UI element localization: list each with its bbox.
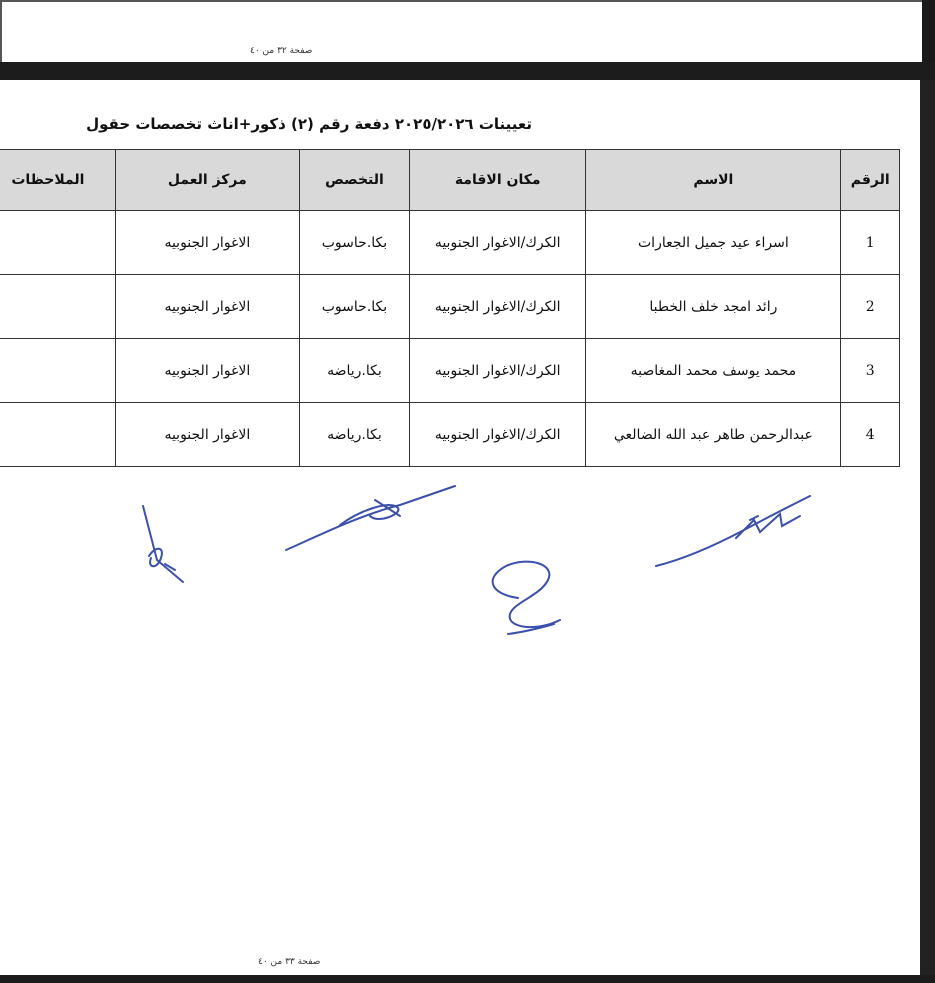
row-notes (0, 403, 115, 467)
row-name: عبدالرحمن طاهر عبد الله الضالعي (586, 403, 841, 467)
row-residence: الكرك/الاغوار الجنوبيه (410, 339, 586, 403)
page-separator (0, 62, 935, 80)
row-number: 4 (841, 403, 900, 467)
row-name: محمد يوسف محمد المغاصبه (586, 339, 841, 403)
table-row (0, 275, 900, 339)
row-residence: الكرك/الاغوار الجنوبيه (410, 403, 586, 467)
header-number: الرقم (841, 150, 900, 211)
document-title: تعيينات ٢٠٢٥/٢٠٢٦ دفعة رقم (٢) ذكور+اناث تخصصات حقول (86, 115, 532, 133)
row-number: 1 (841, 211, 900, 275)
signature-1 (135, 500, 205, 590)
row-residence: الكرك/الاغوار الجنوبيه (410, 211, 586, 275)
row-specialization: بكا.رياضه (299, 403, 409, 467)
row-residence: الكرك/الاغوار الجنوبيه (410, 275, 586, 339)
row-name: رائد امجد خلف الخطبا (586, 275, 841, 339)
row-specialization: بكا.حاسوب (299, 211, 409, 275)
row-workplace: الاغوار الجنوبيه (115, 339, 299, 403)
bottom-edge (0, 975, 935, 983)
previous-page-fragment (0, 0, 922, 63)
page-edge-shadow (922, 80, 935, 975)
row-number: 3 (841, 339, 900, 403)
row-workplace: الاغوار الجنوبيه (115, 403, 299, 467)
page-footer: صفحة ٣٣ من ٤٠ (258, 957, 321, 967)
header-notes: الملاحظات (0, 150, 115, 211)
document-page (0, 80, 922, 975)
header-workplace: مركز العمل (115, 150, 299, 211)
row-notes (0, 339, 115, 403)
signature-4 (650, 490, 820, 575)
row-workplace: الاغوار الجنوبيه (115, 275, 299, 339)
header-specialization: التخصص (299, 150, 409, 211)
row-specialization: بكا.رياضه (299, 339, 409, 403)
row-specialization: بكا.حاسوب (299, 275, 409, 339)
signature-3 (480, 558, 565, 648)
header-residence: مكان الاقامة (410, 150, 586, 211)
signature-2 (280, 480, 465, 555)
table-header-row (0, 150, 900, 211)
row-number: 2 (841, 275, 900, 339)
row-name: اسراء عيد جميل الجعارات (586, 211, 841, 275)
table-row (0, 211, 900, 275)
row-workplace: الاغوار الجنوبيه (115, 211, 299, 275)
table-row (0, 403, 900, 467)
header-name: الاسم (586, 150, 841, 211)
previous-page-footer: صفحة ٣٢ من ٤٠ (250, 46, 313, 56)
row-notes (0, 211, 115, 275)
row-notes (0, 275, 115, 339)
appointments-table (0, 149, 900, 467)
table-row (0, 339, 900, 403)
